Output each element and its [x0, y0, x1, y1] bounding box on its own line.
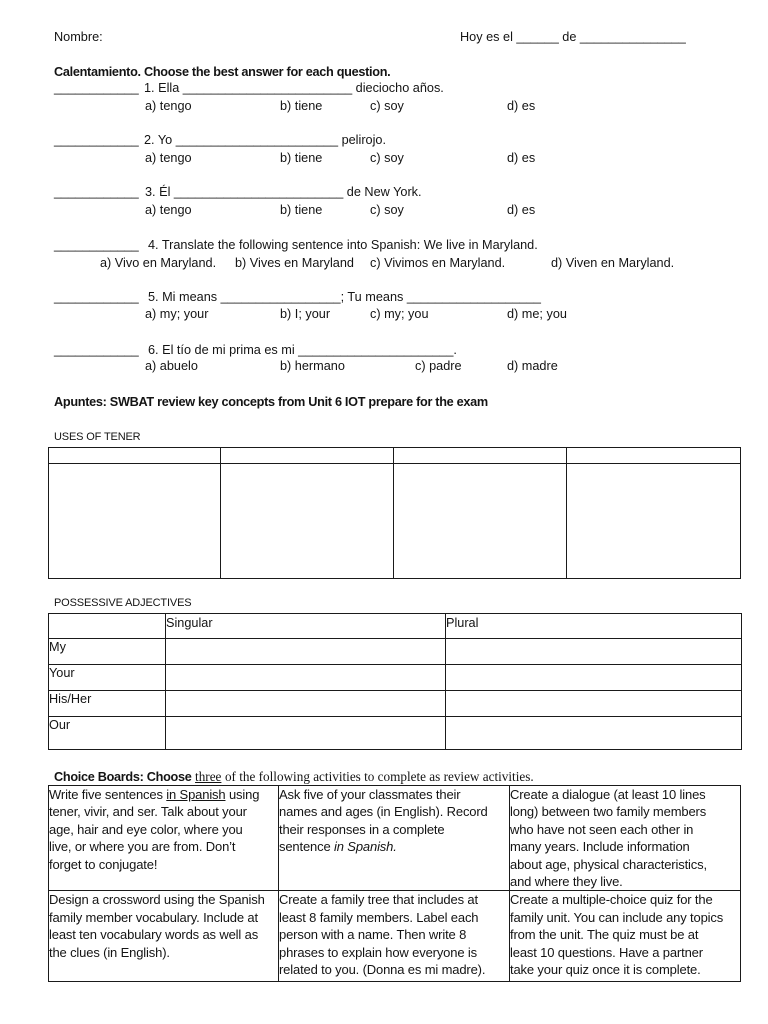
option-a: a) tengo	[145, 203, 192, 217]
plural-cell	[446, 665, 742, 691]
option-b: b) hermano	[280, 359, 345, 373]
choice-cell-family-tree	[279, 891, 510, 982]
plural-cell	[446, 691, 742, 717]
cell-line: who have not seen each other in	[510, 821, 694, 837]
tener-header-cell	[49, 448, 221, 464]
answer-blank: ____________	[54, 290, 139, 304]
possessive-adjectives-table	[48, 613, 742, 750]
option-c: c) soy	[370, 151, 404, 165]
header-plural: Plural	[446, 614, 742, 639]
option-c: c) soy	[370, 203, 404, 217]
option-d: d) es	[507, 151, 536, 165]
row-label-your: Your	[49, 665, 166, 691]
option-d: d) Viven en Maryland.	[551, 256, 675, 270]
choice-cell-crossword	[49, 891, 279, 982]
cell-line: take your quiz once it is complete.	[510, 961, 701, 977]
choice-board-instructions: of the following activities to complete as review activities.	[224, 769, 534, 784]
cell-text: Write five sentences	[49, 787, 163, 802]
underlined-text: in Spanish	[166, 787, 226, 802]
corner-cell	[49, 614, 166, 639]
option-a: a) tengo	[145, 99, 192, 113]
cell-line: Create a multiple-choice quiz for the	[510, 892, 713, 908]
row-label-his-her: His/Her	[49, 691, 166, 717]
tener-header-cell	[394, 448, 567, 464]
option-a: a) tengo	[145, 151, 192, 165]
cell-line: Design a crossword using the Spanish	[49, 892, 265, 908]
cell-line	[49, 786, 278, 803]
option-b: b) Vives en Maryland	[235, 256, 354, 270]
singular-cell	[166, 691, 446, 717]
option-c: c) padre	[415, 359, 462, 373]
option-c: c) soy	[370, 99, 404, 113]
date-line: Hoy es el ______ de _______________	[460, 30, 686, 44]
option-d: d) madre	[507, 359, 558, 373]
cell-line: many years. Include information	[510, 839, 690, 855]
cell-line: about age, physical characteristics,	[510, 856, 707, 872]
cell-line: age, hair and eye color, where you	[49, 821, 243, 837]
option-a: a) abuelo	[145, 359, 198, 373]
cell-line: tener, vivir, and ser. Talk about your	[49, 804, 247, 820]
warmup-title: Calentamiento. Choose the best answer for each question.	[54, 65, 391, 79]
answer-blank: ____________	[54, 133, 139, 147]
cell-line: their responses in a complete	[279, 821, 445, 837]
notes-title: Apuntes: SWBAT review key concepts from Unit 6 IOT prepare for the exam	[54, 395, 488, 409]
cell-line: least ten vocabulary words as well as	[49, 927, 259, 943]
option-d: d) es	[507, 203, 536, 217]
question-prompt: 6. El tío de mi prima es mi ______________________.	[148, 343, 457, 357]
option-d: d) es	[507, 99, 536, 113]
cell-line: forget to conjugate!	[49, 856, 158, 872]
tener-body-cell	[49, 464, 221, 579]
choice-board-table	[48, 785, 741, 982]
row-label-my: My	[49, 639, 166, 665]
choice-cell-write-sentences	[49, 786, 279, 891]
tener-header-cell	[567, 448, 741, 464]
cell-line: related to you. (Donna es mi madre).	[279, 961, 486, 977]
option-a: a) my; your	[145, 307, 209, 321]
cell-line: long) between two family members	[510, 804, 707, 820]
cell-line: Create a dialogue (at least 10 lines	[510, 787, 706, 802]
cell-text: using	[228, 787, 260, 802]
choice-board-heading	[54, 769, 534, 785]
question-prompt: 3. Él ________________________ de New York.	[145, 185, 422, 199]
cell-line: least 10 questions. Have a partner	[510, 944, 703, 960]
option-c: c) Vivimos en Maryland.	[370, 256, 506, 270]
cell-line: live, or where you are from. Don’t	[49, 839, 236, 855]
question-prompt: 4. Translate the following sentence into Spanish: We live in Maryland.	[148, 238, 538, 252]
choice-cell-dialogue	[510, 786, 741, 891]
cell-line: person with a name. Then write 8	[279, 927, 467, 943]
cell-line: the clues (in English).	[49, 944, 170, 960]
cell-text: sentence	[279, 839, 331, 855]
cell-line: family member vocabulary. Include at	[49, 909, 258, 925]
plural-cell	[446, 639, 742, 665]
singular-cell	[166, 717, 446, 750]
tener-table-title: USES OF TENER	[54, 431, 141, 443]
option-b: b) tiene	[280, 151, 323, 165]
singular-cell	[166, 639, 446, 665]
tener-header-cell	[221, 448, 394, 464]
italic-text: in Spanish.	[334, 839, 397, 855]
cell-line: and where they live.	[510, 873, 623, 889]
question-prompt: 5. Mi means _________________; Tu means ___________________	[148, 290, 541, 304]
option-b: b) I; your	[280, 307, 331, 321]
possessive-table-title: POSSESSIVE ADJECTIVES	[54, 597, 192, 609]
answer-blank: ____________	[54, 185, 139, 199]
cell-line: Create a family tree that includes at	[279, 892, 478, 908]
choice-board-emphasis: three	[195, 769, 222, 784]
option-a: a) Vivo en Maryland.	[100, 256, 217, 270]
cell-line: from the unit. The quiz must be at	[510, 927, 699, 943]
name-label: Nombre:	[54, 30, 103, 44]
cell-line	[279, 838, 509, 855]
tener-body-cell	[567, 464, 741, 579]
cell-line: Ask five of your classmates their	[279, 787, 461, 802]
row-label-our: Our	[49, 717, 166, 750]
answer-blank: ____________	[54, 238, 139, 252]
cell-line: family unit. You can include any topics	[510, 909, 724, 925]
option-b: b) tiene	[280, 203, 323, 217]
singular-cell	[166, 665, 446, 691]
tener-body-cell	[394, 464, 567, 579]
uses-of-tener-table	[48, 447, 741, 579]
choice-cell-quiz	[510, 891, 741, 982]
question-prompt: 2. Yo _______________________ pelirojo.	[144, 133, 387, 147]
answer-blank: ____________	[54, 343, 139, 357]
answer-blank: ____________	[54, 81, 139, 95]
option-b: b) tiene	[280, 99, 323, 113]
cell-line: names and ages (in English). Record	[279, 804, 488, 820]
choice-board-label: Choice Boards: Choose	[54, 770, 192, 784]
question-prompt: 1. Ella ________________________ dieciocho años.	[144, 81, 444, 95]
choice-cell-ask-classmates	[279, 786, 510, 891]
option-d: d) me; you	[507, 307, 567, 321]
header-singular: Singular	[166, 614, 446, 639]
tener-body-cell	[221, 464, 394, 579]
option-c: c) my; you	[370, 307, 429, 321]
cell-line: phrases to explain how everyone is	[279, 944, 477, 960]
cell-line: least 8 family members. Label each	[279, 909, 479, 925]
plural-cell	[446, 717, 742, 750]
